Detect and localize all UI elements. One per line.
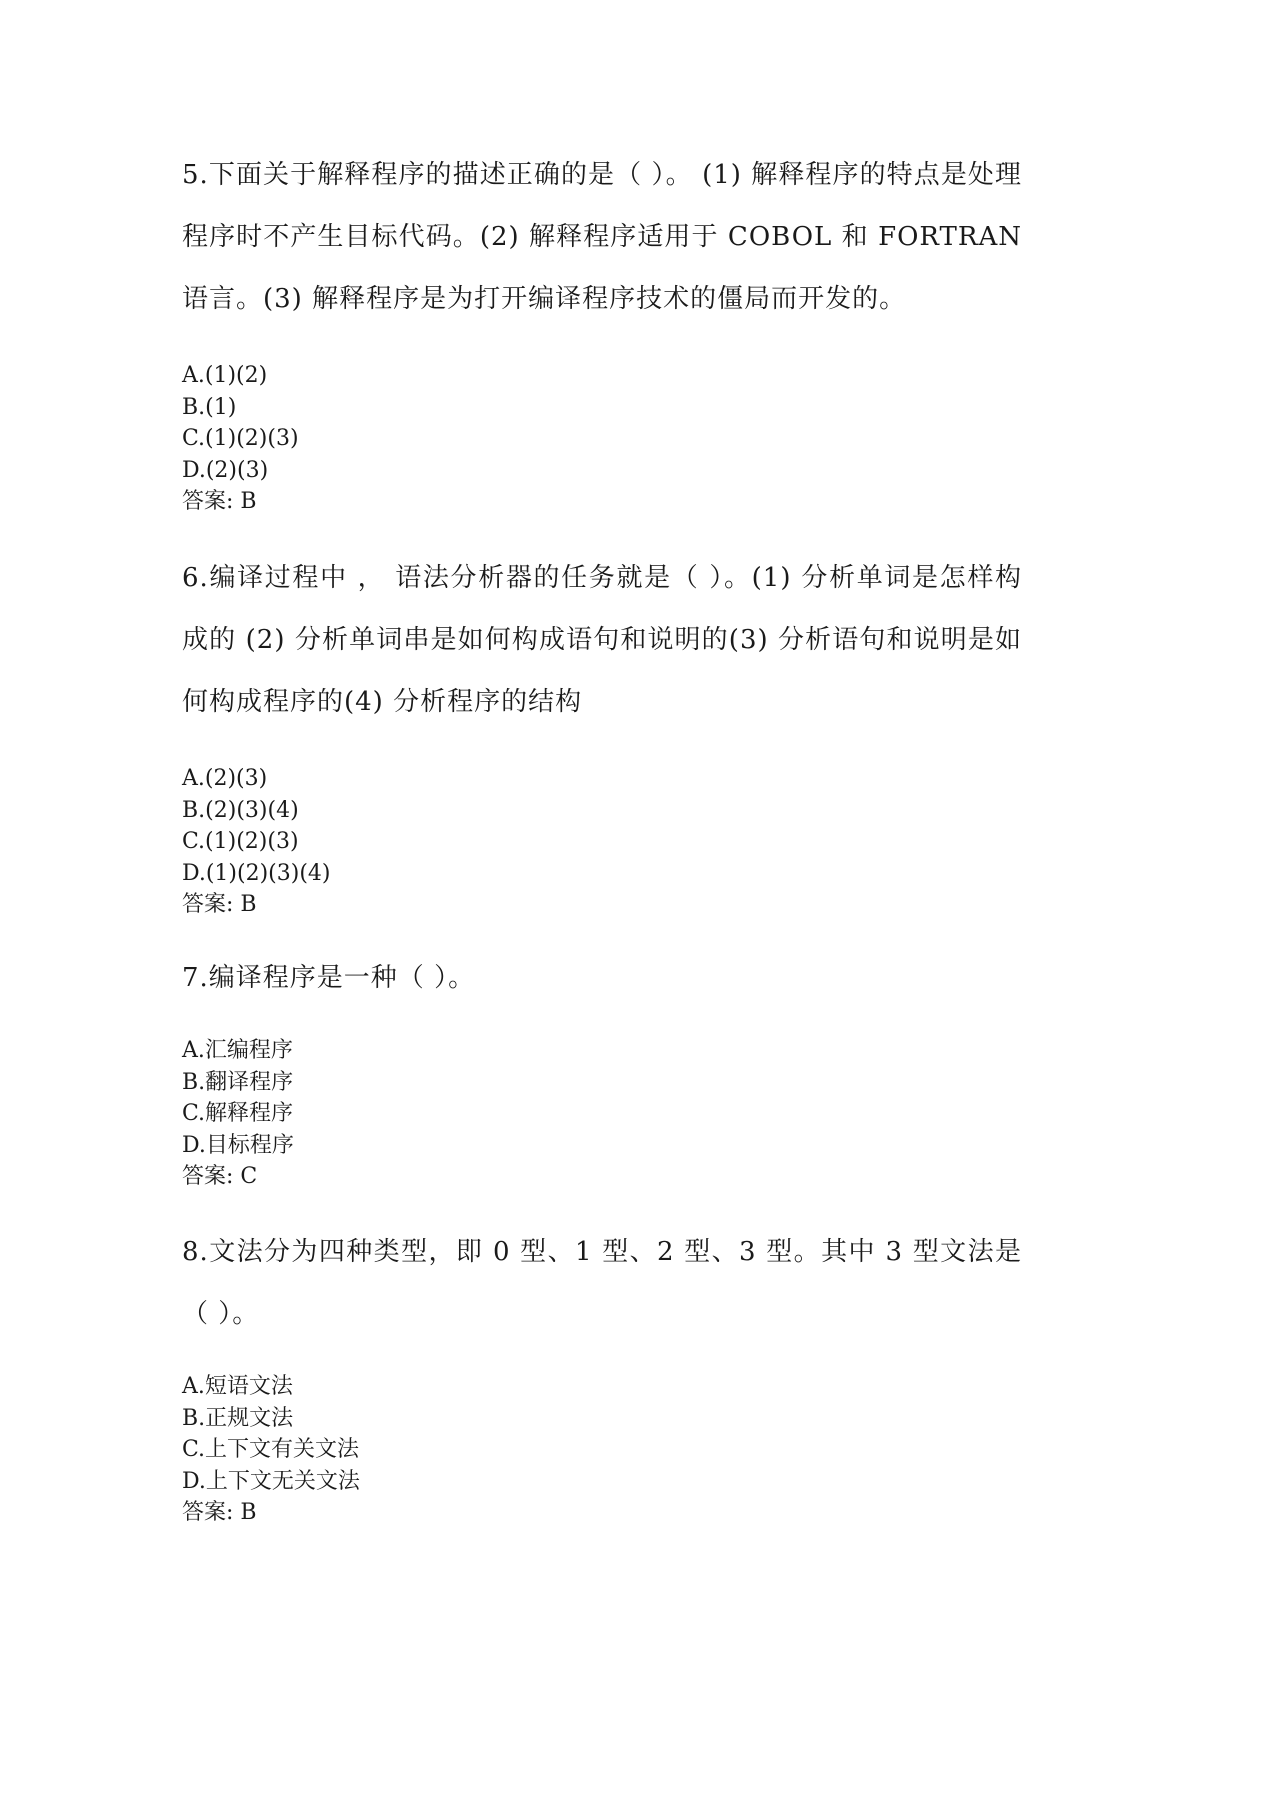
option-b: B.(1) xyxy=(182,394,237,420)
answer-line: 答案: C xyxy=(182,1164,258,1189)
question-8 xyxy=(182,1221,1022,1529)
option-list xyxy=(182,763,1022,889)
option-a: A.(2)(3) xyxy=(182,766,268,791)
question-7 xyxy=(182,947,1022,1193)
option-a: A.(1)(2) xyxy=(182,363,268,388)
option-b: B.正规文法 xyxy=(182,1405,294,1431)
option-a: A.汇编程序 xyxy=(182,1038,293,1063)
question-6 xyxy=(182,547,1022,921)
question-stem: 6.编译过程中 ， 语法分析器的任务就是（ ）。(1) 分析单词是怎样构成的 (2) 分析单词串是如何构成语句和说明的(3) 分析语句和说明是如何构成程序的(4) 分析程序的结构 xyxy=(182,563,1022,717)
option-d: D.(2)(3) xyxy=(182,457,269,483)
option-c: C.(1)(2)(3) xyxy=(182,426,299,451)
option-d: D.目标程序 xyxy=(182,1132,294,1158)
option-b: B.(2)(3)(4) xyxy=(182,797,299,823)
question-stem: 7.编译程序是一种（ ）。 xyxy=(182,963,476,993)
answer-line: 答案: B xyxy=(182,892,257,917)
question-stem: 5.下面关于解释程序的描述正确的是（ ）。 (1) 解释程序的特点是处理程序时不产生目标代码。(2) 解释程序适用于 COBOL 和 FORTRAN 语言。(3) 解释程序是为打开编译程序技术的僵局而开发的。 xyxy=(182,160,1022,314)
option-c: C.上下文有关文法 xyxy=(182,1437,360,1462)
option-b: B.翻译程序 xyxy=(182,1069,294,1095)
option-list xyxy=(182,1371,1022,1497)
option-d: D.(1)(2)(3)(4) xyxy=(182,860,331,886)
option-list xyxy=(182,1035,1022,1161)
option-list xyxy=(182,360,1022,486)
question-5 xyxy=(182,144,1022,518)
option-c: C.解释程序 xyxy=(182,1101,294,1126)
answer-line: 答案: B xyxy=(182,1500,257,1525)
answer-line: 答案: B xyxy=(182,489,257,514)
option-c: C.(1)(2)(3) xyxy=(182,829,299,854)
question-stem: 8.文法分为四种类型，即 0 型、1 型、2 型、3 型。其中 3 型文法是（ ）。 xyxy=(182,1237,1022,1329)
option-a: A.短语文法 xyxy=(182,1374,293,1399)
option-d: D.上下文无关文法 xyxy=(182,1468,360,1494)
